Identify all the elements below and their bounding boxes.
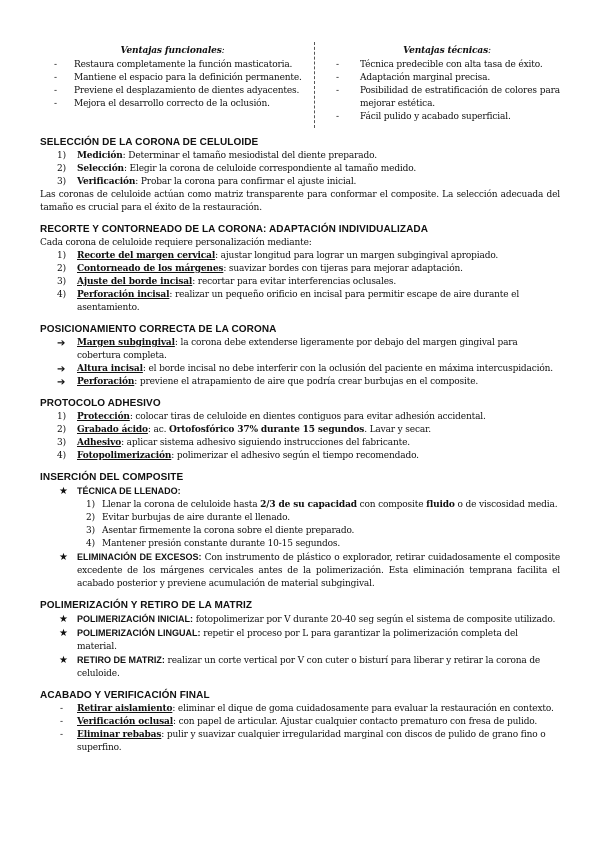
ventajas-funcionales-title: Ventajas funcionales: bbox=[120, 46, 225, 56]
list-item: - Mejora el desarrollo correcto de la oclusión. bbox=[54, 99, 270, 109]
list-item: - Adaptación marginal precisa. bbox=[336, 73, 491, 83]
list-item: 3) Adhesivo: aplicar sistema adhesivo siguiendo instrucciones del fabricante. bbox=[57, 438, 411, 448]
star-icon: ★ bbox=[59, 486, 68, 497]
list-item: - Técnica predecible con alta tasa de éxito. bbox=[336, 60, 543, 70]
section-posicionamiento bbox=[40, 323, 560, 389]
list-item: - Previene el desplazamiento de dientes adyacentes. bbox=[54, 86, 300, 96]
ventajas-tecnicas-title: Ventajas técnicas: bbox=[403, 46, 491, 56]
section-title: SELECCIÓN DE LA CORONA DE CELULOIDE bbox=[40, 137, 259, 148]
list-item: ★ POLIMERIZACIÓN INICIAL: fotopolimerizar por V durante 20-40 seg según el sistema de composite utilizado. bbox=[59, 614, 556, 625]
list-item: 1) Protección: colocar tiras de celuloide en dientes contiguos para evitar adhesión accidental. bbox=[57, 412, 486, 422]
section-title: INSERCIÓN DEL COMPOSITE bbox=[40, 472, 184, 483]
ventajas-funcionales bbox=[40, 46, 305, 111]
list-item: 4) Perforación incisal: realizar un pequeño orificio en incisal para permitir escape de aire durante el asentamiento. bbox=[57, 290, 520, 313]
list-item: 3) Asentar firmemente la corona sobre el diente preparado. bbox=[86, 526, 355, 536]
section-protocolo-adhesivo bbox=[40, 397, 560, 463]
star-icon: ★ bbox=[59, 552, 68, 563]
section-title: POSICIONAMIENTO CORRECTA DE LA CORONA bbox=[40, 324, 277, 335]
section-title: POLIMERIZACIÓN Y RETIRO DE LA MATRIZ bbox=[40, 600, 253, 611]
section-acabado bbox=[40, 689, 560, 755]
list-item: 3) Ajuste del borde incisal: recortar para evitar interferencias oclusales. bbox=[57, 277, 397, 287]
list-item: ➔ Margen subgingival: la corona debe extenderse ligeramente por debajo del margen gingival para cobertura completa. bbox=[57, 338, 518, 361]
ventajas-block bbox=[40, 46, 570, 130]
list-item: 2) Selección: Elegir la corona de celuloide correspondiente al tamaño medido. bbox=[57, 164, 417, 174]
arrow-icon: ➔ bbox=[57, 377, 66, 388]
section-title: ACABADO Y VERIFICACIÓN FINAL bbox=[40, 690, 210, 701]
column-divider bbox=[314, 42, 315, 128]
list-item: ★ ELIMINACIÓN DE EXCESOS: Con instrumento de plástico o explorador, retirar cuidadosamente el composite excedente de los márgenes cervicales antes de la polimerización. Esta eliminación temprana facilita el acabado posterior y previene acumulación de material subgingival. bbox=[59, 552, 561, 589]
list-item: - Verificación oclusal: con papel de articular. Ajustar cualquier contacto prematuro con fresa de pulido. bbox=[60, 717, 538, 727]
list-item: 4) Mantener presión constante durante 10-15 segundos. bbox=[86, 539, 341, 549]
list-item: - Fácil pulido y acabado superficial. bbox=[336, 112, 511, 122]
list-item: - Retirar aislamiento: eliminar el dique de goma cuidadosamente para evaluar la restauración en contexto. bbox=[60, 704, 554, 714]
star-icon: ★ bbox=[59, 655, 68, 666]
ventajas-tecnicas bbox=[334, 46, 560, 124]
list-item: 1) Recorte del margen cervical: ajustar longitud para lograr un margen subgingival apropiado. bbox=[57, 251, 499, 261]
section-seleccion bbox=[40, 136, 560, 215]
list-item: - Posibilidad de estratificación de colores para mejorar estética. bbox=[336, 86, 560, 109]
list-item: 2) Contorneado de los márgenes: suavizar bordes con tijeras para mejorar adaptación. bbox=[57, 264, 463, 274]
list-item: ★ RETIRO DE MATRIZ: realizar un corte vertical por V con cuter o bisturí para liberar y retirar la corona de celuloide. bbox=[59, 655, 541, 679]
list-item: - Mantiene el espacio para la definición permanente. bbox=[54, 73, 302, 83]
star-icon: ★ bbox=[59, 614, 68, 625]
section-polimerizacion bbox=[40, 599, 560, 681]
section-intro: Cada corona de celuloide requiere personalización mediante: bbox=[40, 238, 312, 248]
list-item: 1) Medición: Determinar el tamaño mesiodistal del diente preparado. bbox=[57, 151, 377, 161]
section-title: PROTOCOLO ADHESIVO bbox=[40, 398, 161, 409]
list-item: ➔ Perforación: previene el atrapamiento de aire que podría crear burbujas en el composite. bbox=[57, 377, 479, 388]
arrow-icon: ➔ bbox=[57, 338, 66, 349]
list-item: ★ POLIMERIZACIÓN LINGUAL: repetir el proceso por L para garantizar la polimerización completa del material. bbox=[59, 628, 518, 652]
section-insercion bbox=[40, 471, 560, 591]
section-title: RECORTE Y CONTORNEADO DE LA CORONA: ADAPTACIÓN INDIVIDUALIZADA bbox=[40, 224, 429, 235]
list-item: 3) Verificación: Probar la corona para confirmar el ajuste inicial. bbox=[57, 177, 357, 187]
section-recorte bbox=[40, 223, 560, 315]
arrow-icon: ➔ bbox=[57, 364, 66, 375]
list-item: 4) Fotopolimerización: polimerizar el adhesivo según el tiempo recomendado. bbox=[57, 451, 419, 461]
list-item: 2) Evitar burbujas de aire durante el llenado. bbox=[86, 513, 290, 523]
list-item: ★ TÉCNICA DE LLENADO: bbox=[59, 486, 181, 497]
list-item: - Restaura completamente la función masticatoria. bbox=[54, 60, 293, 70]
list-item: 2) Grabado ácido: ac. Ortofosfórico 37% durante 15 segundos. Lavar y secar. bbox=[57, 425, 431, 435]
section-paragraph: Las coronas de celuloide actúan como matriz transparente para conformar el composite. La selección adecuada del tamaño es crucial para el éxito de la restauración. bbox=[40, 190, 560, 213]
list-item: 1) Llenar la corona de celuloide hasta 2/3 de su capacidad con composite fluido o de viscosidad media. bbox=[86, 500, 558, 510]
list-item: ➔ Altura incisal: el borde incisal no debe interferir con la oclusión del paciente en máxima intercuspidación. bbox=[57, 364, 553, 375]
star-icon: ★ bbox=[59, 628, 68, 639]
list-item: - Eliminar rebabas: pulir y suavizar cualquier irregularidad marginal con discos de pulido de grano fino o superfino. bbox=[60, 730, 546, 753]
